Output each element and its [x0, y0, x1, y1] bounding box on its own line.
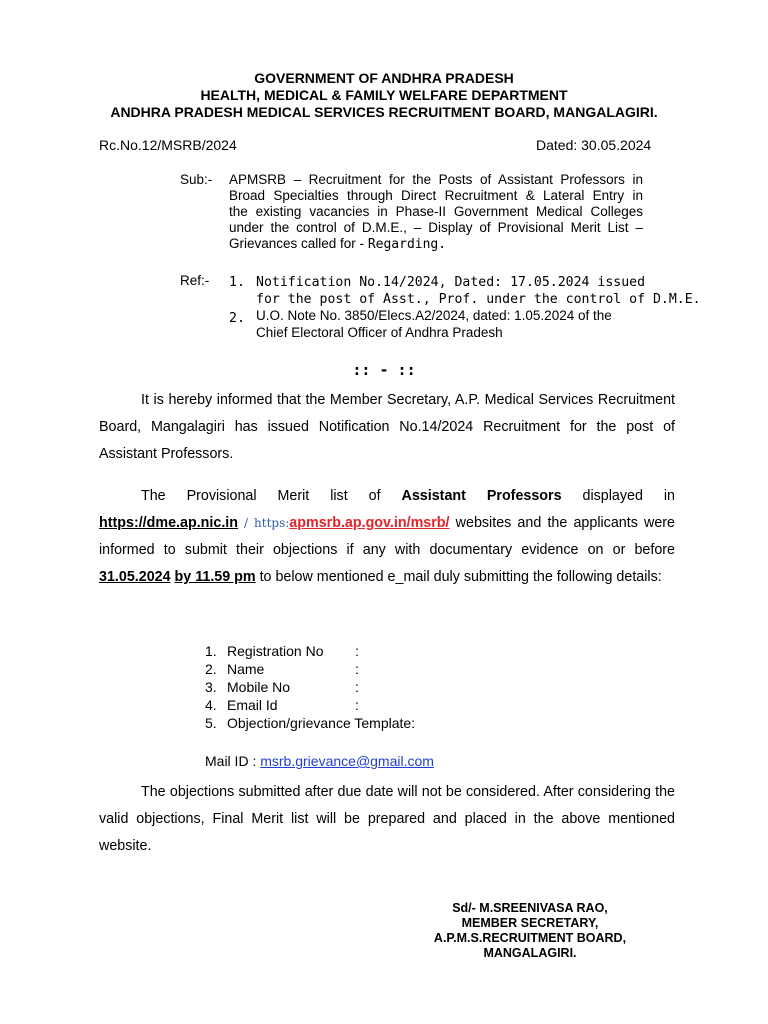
post-name: Assistant Professors — [401, 488, 562, 504]
ref-1-line1: Notification No.14/2024, Dated: 17.05.2024 issued — [256, 275, 646, 290]
list-item: 1. Registration No : — [205, 643, 359, 659]
paragraph-intro: It is hereby informed that the Member Secretary, A.P. Medical Services Recruitment Board, Mangalagiri has issued Notification No.14/2024 Recruitment for the post of Assistant Professors. — [99, 392, 675, 462]
paragraph-merit-list: The Provisional Merit list of Assistant Professors displayed in https://dme.ap.nic.in / https:apmsrb.ap.gov.in/msrb/ websites and the applicants were informed to submit their objections if any with documentary evidence on or before 31.05.2024 by 11.59 pm to below mentioned e_mail duly submitting the following details: — [99, 488, 675, 585]
subject-label: Sub:- — [180, 172, 213, 187]
subject-line: the existing vacancies in Phase-II Government Medical Colleges — [229, 204, 643, 219]
ref-1-line2: for the post of Asst., Prof. under the control of D.M.E. — [256, 292, 701, 307]
ref-label: Ref:- — [180, 273, 210, 288]
deadline-time: by 11.59 pm — [174, 569, 256, 585]
ref-2-num: 2. — [229, 311, 245, 326]
signature-name: Sd/- M.SREENIVASA RAO, — [452, 901, 608, 915]
apmsrb-website-link[interactable]: apmsrb.ap.gov.in/msrb/ — [289, 515, 450, 531]
subject-regarding: Regarding. — [367, 237, 447, 252]
subject-line: under the control of D.M.E., – Display of Provisional Merit List – — [229, 220, 643, 235]
ref-1-num: 1. — [229, 275, 245, 290]
list-item: 3. Mobile No : — [205, 679, 359, 695]
subject-line: Broad Specialties through Direct Recruitment & Lateral Entry in — [229, 188, 643, 203]
list-item: 4. Email Id : — [205, 697, 359, 713]
header-department: HEALTH, MEDICAL & FAMILY WELFARE DEPARTMENT — [200, 87, 568, 103]
signature-title: MEMBER SECRETARY, — [461, 916, 599, 930]
signature-place: MANGALAGIRI. — [483, 946, 577, 960]
subject-line: APMSRB – Recruitment for the Posts of Assistant Professors in — [229, 172, 643, 187]
list-item: 2. Name : — [205, 661, 359, 677]
subject-text — [229, 172, 643, 253]
dme-website-link[interactable]: https://dme.ap.nic.in — [99, 515, 239, 531]
subject-line: Grievances called for - Regarding. — [229, 236, 447, 252]
deadline-date: 31.05.2024 — [99, 569, 171, 585]
reference-number: Rc.No.12/MSRB/2024 — [99, 137, 237, 153]
paragraph-objections: The objections submitted after due date will not be considered. After considering the valid objections, Final Merit list will be prepared and placed in the above mentioned website. — [99, 784, 675, 854]
list-item: 5. Objection/grievance Template: — [205, 715, 416, 731]
separator: :: - :: — [352, 361, 416, 379]
signature-board: A.P.M.S.RECRUITMENT BOARD, — [433, 931, 627, 945]
header-board: ANDHRA PRADESH MEDICAL SERVICES RECRUITMENT BOARD, MANGALAGIRI. — [110, 104, 658, 120]
document-date: Dated: 30.05.2024 — [536, 137, 652, 153]
header-govt: GOVERNMENT OF ANDHRA PRADESH — [254, 70, 514, 86]
mail-id-line: Mail ID : msrb.grievance@gmail.com — [205, 753, 434, 769]
ref-2-line1: U.O. Note No. 3850/Elecs.A2/2024, dated: 1.05.2024 of the — [256, 308, 612, 323]
ref-2-line2: Chief Electoral Officer of Andhra Pradesh — [256, 325, 503, 340]
mail-address-link[interactable]: msrb.grievance@gmail.com — [260, 753, 434, 769]
